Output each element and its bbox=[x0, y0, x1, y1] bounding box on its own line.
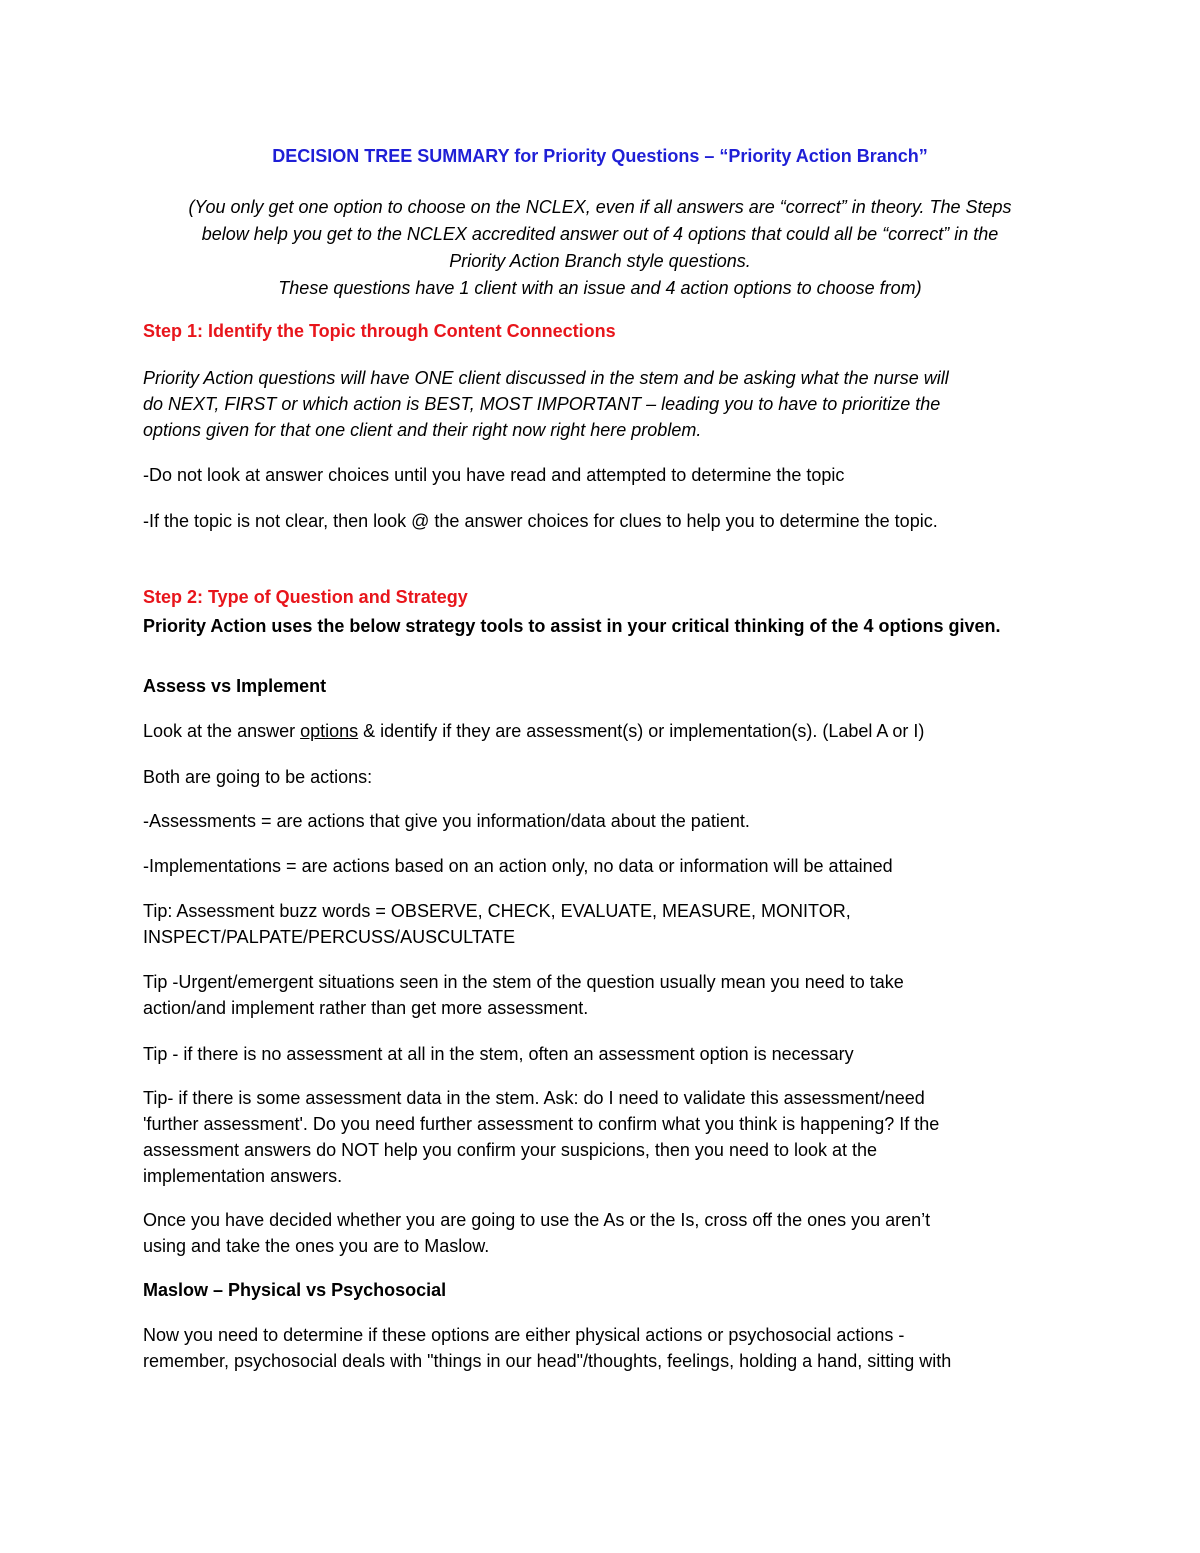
intro-line-3: Priority Action Branch style questions. bbox=[449, 251, 751, 271]
step1-bullet-2: -If the topic is not clear, then look @ the answer choices for clues to help you to determine the topic. bbox=[143, 511, 938, 531]
intro-line-4: These questions have 1 client with an issue and 4 action options to choose from) bbox=[278, 278, 922, 298]
tip-1-line-1: Tip: Assessment buzz words = OBSERVE, CHECK, EVALUATE, MEASURE, MONITOR, bbox=[143, 901, 851, 921]
maslow-text-line-2: remember, psychosocial deals with "things in our head"/thoughts, feelings, holding a hand, sitting with bbox=[143, 1351, 952, 1371]
assess-vs-implement-heading: Assess vs Implement bbox=[143, 676, 327, 696]
tip-3: Tip - if there is no assessment at all in the stem, often an assessment option is necessary bbox=[143, 1044, 854, 1064]
intro-line-1: (You only get one option to choose on the NCLEX, even if all answers are “correct” in theory. The Steps bbox=[188, 197, 1012, 217]
maslow-text-line-1: Now you need to determine if these options are either physical actions or psychosocial actions - bbox=[143, 1325, 905, 1345]
options-underlined: options bbox=[300, 721, 359, 741]
tip-2-line-2: action/and implement rather than get more assessment. bbox=[143, 998, 589, 1018]
step2-subheading: Priority Action uses the below strategy tools to assist in your critical thinking of the 4 options given. bbox=[143, 616, 1001, 636]
step2-heading: Step 2: Type of Question and Strategy bbox=[143, 587, 468, 607]
step1-paragraph-line-3: options given for that one client and their right now right here problem. bbox=[143, 420, 702, 440]
look-at-options-line bbox=[143, 719, 924, 743]
look-text-pre: Look at the answer bbox=[143, 721, 301, 741]
implementations-definition: -Implementations = are actions based on an action only, no data or information will be attained bbox=[143, 856, 893, 876]
tip-4-line-1: Tip- if there is some assessment data in the stem. Ask: do I need to validate this assessment/need bbox=[143, 1088, 925, 1108]
document-title: DECISION TREE SUMMARY for Priority Questions – “Priority Action Branch” bbox=[272, 146, 928, 166]
step1-bullet-1: -Do not look at answer choices until you have read and attempted to determine the topic bbox=[143, 465, 845, 485]
both-actions-line: Both are going to be actions: bbox=[143, 767, 373, 787]
assessments-definition: -Assessments = are actions that give you information/data about the patient. bbox=[143, 811, 750, 831]
step1-paragraph-line-2: do NEXT, FIRST or which action is BEST, MOST IMPORTANT – leading you to have to prioritize the bbox=[143, 394, 941, 414]
once-decided-line-2: using and take the ones you are to Maslow. bbox=[143, 1236, 490, 1256]
intro-line-2: below help you get to the NCLEX accredited answer out of 4 options that could all be “correct” in the bbox=[201, 224, 999, 244]
step1-paragraph-line-1: Priority Action questions will have ONE client discussed in the stem and be asking what the nurse will bbox=[143, 368, 949, 388]
tip-4-line-2: 'further assessment'. Do you need further assessment to confirm what you think is happening? If the bbox=[143, 1114, 940, 1134]
look-text-post: & identify if they are assessment(s) or implementation(s). (Label A or I) bbox=[358, 721, 925, 741]
tip-2-line-1: Tip -Urgent/emergent situations seen in the stem of the question usually mean you need to take bbox=[143, 972, 904, 992]
once-decided-line-1: Once you have decided whether you are going to use the As or the Is, cross off the ones you aren’t bbox=[143, 1210, 931, 1230]
tip-4-line-4: implementation answers. bbox=[143, 1166, 343, 1186]
step1-heading: Step 1: Identify the Topic through Content Connections bbox=[143, 321, 616, 341]
tip-4-line-3: assessment answers do NOT help you confirm your suspicions, then you need to look at the bbox=[143, 1140, 878, 1160]
maslow-heading: Maslow – Physical vs Psychosocial bbox=[143, 1280, 447, 1300]
tip-1-line-2: INSPECT/PALPATE/PERCUSS/AUSCULTATE bbox=[143, 927, 516, 947]
